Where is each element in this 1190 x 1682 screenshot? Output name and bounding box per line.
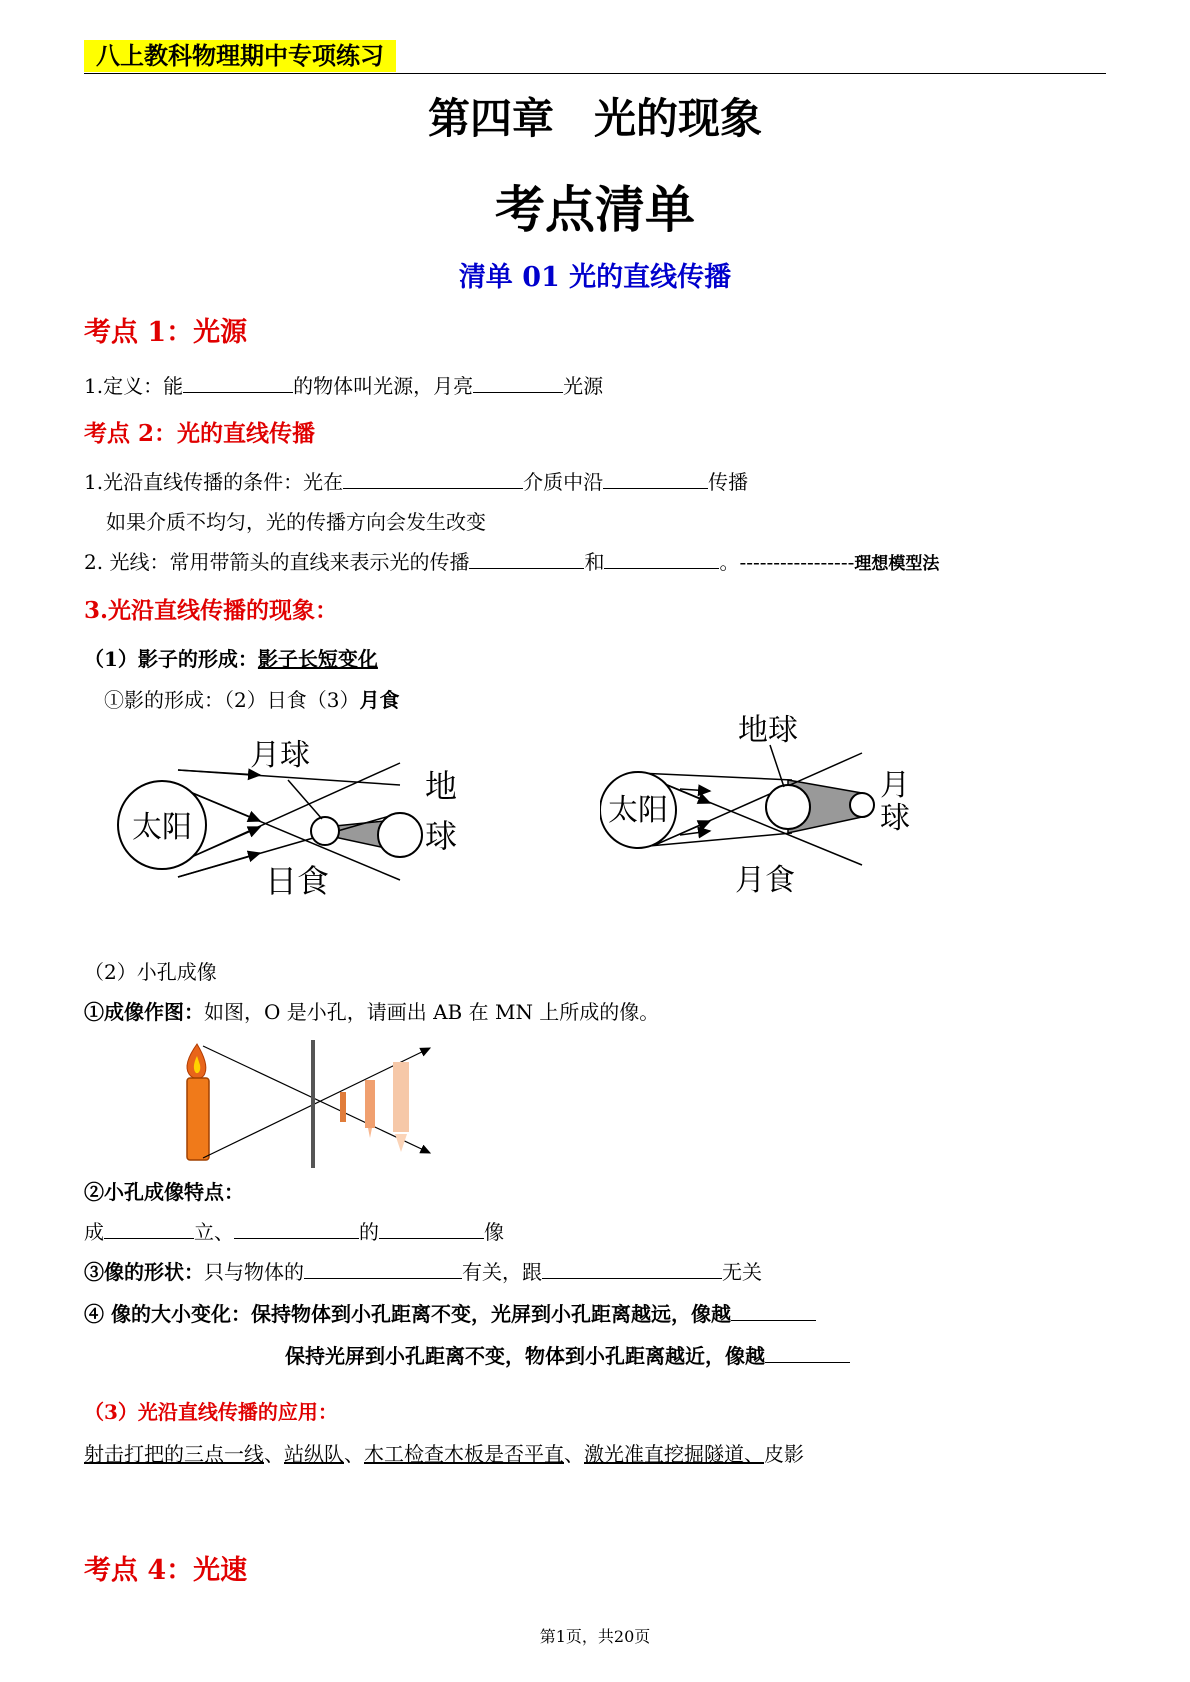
app-item: 射击打把的三点一线	[84, 1442, 264, 1466]
app-item: 站纵队	[284, 1442, 344, 1466]
svg-text:月球: 月球	[250, 738, 310, 773]
kp2-line3: 2. 光线：常用带箭头的直线来表示光的传播 和 。-----------------理想模型法	[84, 550, 940, 574]
pinhole-q2: ②小孔成像特点：	[84, 1180, 244, 1204]
app-item: 木工检查木板是否平直	[364, 1442, 564, 1466]
kp2-title: 考点 2：光的直线传播	[84, 420, 316, 447]
kp1-title: 考点 1：光源	[84, 317, 248, 348]
chapter-number: 第四章	[427, 94, 554, 143]
page-title: 考点清单	[495, 180, 695, 239]
lunar-eclipse-diagram	[600, 705, 930, 905]
svg-text:太阳: 太阳	[608, 793, 668, 828]
list-title: 清单 01 光的直线传播	[458, 262, 732, 293]
pinhole-heading: （2）小孔成像	[84, 960, 217, 984]
shadow-line: （1）影子的形成：影子长短变化	[84, 647, 378, 671]
kp2-line1: 1.光沿直线传播的条件：光在 介质中沿 传播	[84, 470, 749, 494]
apps-list: 射击打把的三点一线、站纵队、木工检查木板是否平直、激光准直挖掘隧道、皮影	[84, 1442, 804, 1466]
app-item: 皮影	[764, 1442, 804, 1466]
svg-text:太阳: 太阳	[132, 810, 192, 845]
pinhole-q2-blanks: 成 立、 的 像	[84, 1220, 504, 1244]
svg-text:地: 地	[425, 767, 458, 805]
pinhole-q4-line2: 保持光屏到小孔距离不变，物体到小孔距离越近，像越	[285, 1342, 850, 1370]
header-rule	[84, 73, 1106, 74]
pinhole-q3: ③像的形状：只与物体的 有关，跟 无关	[84, 1260, 762, 1284]
eclipse-line: ①影的形成：（2）日食（3）月食	[104, 688, 400, 712]
header-tag: 八上教科物理期中专项练习	[84, 40, 396, 72]
apps-title: （3）光沿直线传播的应用：	[84, 1400, 338, 1424]
svg-text:地球: 地球	[738, 713, 798, 748]
svg-text:球: 球	[880, 801, 910, 836]
kp1-line1: 1.定义：能 的物体叫光源，月亮 光源	[84, 374, 604, 398]
pinhole-diagram	[175, 1040, 435, 1170]
svg-text:月食: 月食	[735, 863, 795, 898]
pinhole-q4: ④ 像的大小变化：保持物体到小孔距离不变，光屏到小孔距离越远，像越	[84, 1300, 816, 1328]
chapter-name: 光的现象	[594, 94, 763, 143]
kp4-title: 考点 4：光速	[84, 1555, 248, 1586]
chapter-title	[0, 86, 1190, 146]
page-footer: 第1页，共20页	[539, 1627, 651, 1646]
svg-text:球: 球	[425, 817, 458, 855]
pinhole-q1: ①成像作图：如图，O 是小孔，请画出 AB 在 MN 上所成的像。	[84, 1000, 660, 1024]
solar-eclipse-diagram	[110, 735, 490, 905]
kp2-line2: 如果介质不均匀，光的传播方向会发生改变	[106, 510, 486, 534]
sec3-title: 3.光沿直线传播的现象：	[84, 597, 339, 624]
svg-text:日食: 日食	[265, 862, 330, 900]
svg-text:月: 月	[880, 768, 910, 803]
app-item: 激光准直挖掘隧道	[584, 1442, 744, 1466]
